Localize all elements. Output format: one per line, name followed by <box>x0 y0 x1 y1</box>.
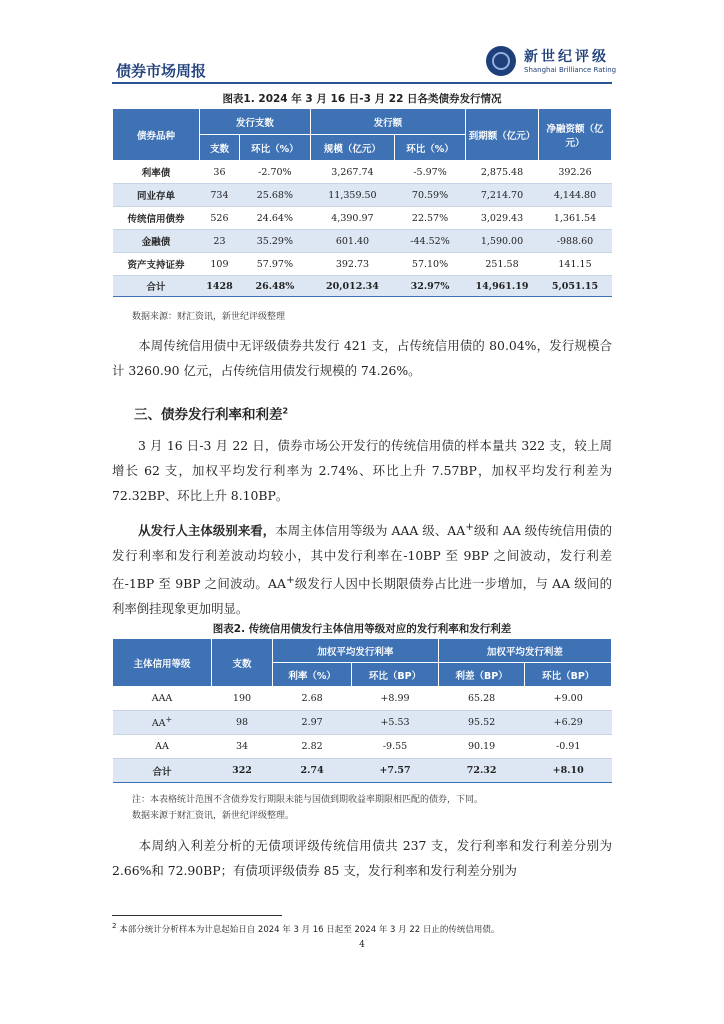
table1-cell: 32.97% <box>395 276 466 297</box>
table2-header-spread-chg: 环比（BP） <box>525 663 612 687</box>
table1-cell: -988.60 <box>539 230 612 253</box>
table1-cell: 1,590.00 <box>466 230 539 253</box>
table2-cell: -0.91 <box>525 735 612 759</box>
footnote-ref: 2 <box>282 406 289 416</box>
table-row <box>113 207 612 230</box>
table1-cell: 25.68% <box>239 184 310 207</box>
table1-cell: 1,361.54 <box>539 207 612 230</box>
table1-cell: 3,029.43 <box>466 207 539 230</box>
table2 <box>112 638 612 783</box>
table2-header-rate-group: 加权平均发行利率 <box>273 639 439 663</box>
table1-header-count-group: 发行支数 <box>200 109 311 135</box>
table1-cell: 70.59% <box>395 184 466 207</box>
table2-cell: 322 <box>212 759 273 783</box>
table1-cell: 22.57% <box>395 207 466 230</box>
table2-header-rate: 利率（%） <box>273 663 352 687</box>
table1-cell-name: 利率债 <box>113 161 200 184</box>
table2-cell: 65.28 <box>438 687 525 711</box>
table-row <box>113 184 612 207</box>
table2-cell: -9.55 <box>352 735 439 759</box>
table2-header-count: 支数 <box>212 639 273 687</box>
table1-cell: 57.97% <box>239 253 310 276</box>
logo-name-en: Shanghai Brilliance Rating <box>524 66 617 74</box>
report-title: 债券市场周报 <box>116 62 207 80</box>
table1-cell-name: 传统信用债券 <box>113 207 200 230</box>
table2-header-grade: 主体信用等级 <box>113 639 212 687</box>
table1-cell: 23 <box>200 230 240 253</box>
table-row <box>113 230 612 253</box>
paragraph-spread-analysis: 本周纳入利差分析的无债项评级传统信用债共 237 支，发行利率和发行利差分别为 2.66%和 72.90BP；有债项评级债券 85 支，发行利率和发行利差分别为 <box>112 838 612 878</box>
table1-cell: 36 <box>200 161 240 184</box>
table1-cell: 1428 <box>200 276 240 297</box>
table1-cell: -5.97% <box>395 161 466 184</box>
table1-header-count-chg: 环比（%） <box>239 135 310 161</box>
table1-cell: 392.26 <box>539 161 612 184</box>
table2-cell: 2.82 <box>273 735 352 759</box>
table-row <box>113 687 612 711</box>
table1-header-count: 支数 <box>200 135 240 161</box>
table1-cell: 35.29% <box>239 230 310 253</box>
table2-cell: +7.57 <box>352 759 439 783</box>
table-total-row <box>113 276 612 297</box>
table1-cell: 4,144.80 <box>539 184 612 207</box>
table1-cell: 7,214.70 <box>466 184 539 207</box>
table-row <box>113 253 612 276</box>
table1-cell: 4,390.97 <box>310 207 394 230</box>
company-logo <box>486 44 626 78</box>
table1-cell: -2.70% <box>239 161 310 184</box>
table1-source: 数据来源：财汇资讯，新世纪评级整理 <box>132 312 286 322</box>
table1-header-scale-chg: 环比（%） <box>395 135 466 161</box>
table-total-row <box>113 759 612 783</box>
table-row <box>113 161 612 184</box>
table1-cell: 11,359.50 <box>310 184 394 207</box>
table1-cell-name: 资产支持证券 <box>113 253 200 276</box>
page-number: 4 <box>359 940 365 950</box>
table1-cell: 5,051.15 <box>539 276 612 297</box>
table2-header-rate-chg: 环比（BP） <box>352 663 439 687</box>
paragraph-lead: 从发行人主体级别来看， <box>138 523 276 539</box>
logo-emblem-icon <box>486 46 516 76</box>
table2-cell: 72.32 <box>438 759 525 783</box>
table-row <box>113 735 612 759</box>
table2-cell: +6.29 <box>525 711 612 735</box>
table2-cell-grade: AA <box>113 735 212 759</box>
paragraph-rating-analysis: 从发行人主体级别来看，本周主体信用等级为 AAA 级、AA+级和 AA 级传统信用债的发行利率和发行利差波动均较小，其中发行利率在-10BP 至 9BP 之间波动，发行利差在-1BP 至 9BP 之间波动。AA+级发行人因中长期限债券占比进一步增加，与 AA 级间的利率倒挂现象更加明显。 <box>112 521 612 617</box>
table1-cell: 601.40 <box>310 230 394 253</box>
table1-cell: 26.48% <box>239 276 310 297</box>
table2-cell: 190 <box>212 687 273 711</box>
table2-cell-grade: 合计 <box>113 759 212 783</box>
header-divider <box>112 82 612 84</box>
table2-cell: +8.99 <box>352 687 439 711</box>
table2-cell: 2.74 <box>273 759 352 783</box>
table1-cell: 2,875.48 <box>466 161 539 184</box>
table1-cell: 20,012.34 <box>310 276 394 297</box>
paragraph-unrated-bonds: 本周传统信用债中无评级债券共发行 421 支，占传统信用债的 80.04%，发行规模合计 3260.90 亿元，占传统信用债发行规模的 74.26%。 <box>112 338 612 378</box>
table2-cell-grade: AAA <box>113 687 212 711</box>
table1-header-maturity: 到期额（亿元） <box>466 109 539 161</box>
table1-cell: 3,267.74 <box>310 161 394 184</box>
table1-cell: 251.58 <box>466 253 539 276</box>
table2-cell: 95.52 <box>438 711 525 735</box>
table1-header-net: 净融资额（亿元） <box>539 109 612 161</box>
table1-cell: 141.15 <box>539 253 612 276</box>
table1-caption: 图表1. 2024 年 3 月 16 日-3 月 22 日各类债券发行情况 <box>222 93 502 105</box>
table2-cell: 2.68 <box>273 687 352 711</box>
table1-cell-name: 金融债 <box>113 230 200 253</box>
logo-name-cn: 新世纪评级 <box>524 49 609 65</box>
table1-cell: 734 <box>200 184 240 207</box>
table2-note: 注：本表格统计范围不含债券发行期限未能与国债到期收益率期限相匹配的债券，下同。 <box>132 795 484 805</box>
table1-header-scale: 规模（亿元） <box>310 135 394 161</box>
table2-caption: 图表2. 传统信用债发行主体信用等级对应的发行利率和发行利差 <box>212 623 512 635</box>
table2-cell: +8.10 <box>525 759 612 783</box>
table2-source: 数据来源于财汇资讯，新世纪评级整理。 <box>132 811 295 821</box>
table2-cell: 90.19 <box>438 735 525 759</box>
table-row <box>113 711 612 735</box>
table1-cell: 14,961.19 <box>466 276 539 297</box>
table1-cell-name: 同业存单 <box>113 184 200 207</box>
table2-header-spread-group: 加权平均发行利差 <box>438 639 611 663</box>
table1-header-type: 债券品种 <box>113 109 200 161</box>
table2-cell: +9.00 <box>525 687 612 711</box>
table2-cell: +5.53 <box>352 711 439 735</box>
table1-cell: 526 <box>200 207 240 230</box>
footnote: $^2$ 本部分统计分析样本为计息起始日自 2024 年 3 月 16 日起至 2024 年 3 月 22 日止的传统信用债。 <box>112 921 500 935</box>
table2-cell: 34 <box>212 735 273 759</box>
table1-cell: 57.10% <box>395 253 466 276</box>
table1-cell: 392.73 <box>310 253 394 276</box>
table2-cell: 98 <box>212 711 273 735</box>
table1 <box>112 108 612 297</box>
table1-cell-name: 合计 <box>113 276 200 297</box>
paragraph-issuance-rates: 3 月 16 日-3 月 22 日，债券市场公开发行的传统信用债的样本量共 322 支，较上周增长 62 支，加权平均发行利率为 2.74%、环比上升 7.57BP，加权平均发行利差为 72.32BP、环比上升 8.10BP。 <box>112 438 612 503</box>
table2-cell: 2.97 <box>273 711 352 735</box>
table2-header-spread: 利差（BP） <box>438 663 525 687</box>
table2-cell-grade: AA+ <box>113 711 212 735</box>
section-heading: 三、债券发行利率和利差$^2$ <box>134 406 289 423</box>
table1-header-amount-group: 发行额 <box>310 109 465 135</box>
table1-cell: 24.64% <box>239 207 310 230</box>
footnote-divider <box>112 915 282 916</box>
table1-cell: 109 <box>200 253 240 276</box>
table1-cell: -44.52% <box>395 230 466 253</box>
